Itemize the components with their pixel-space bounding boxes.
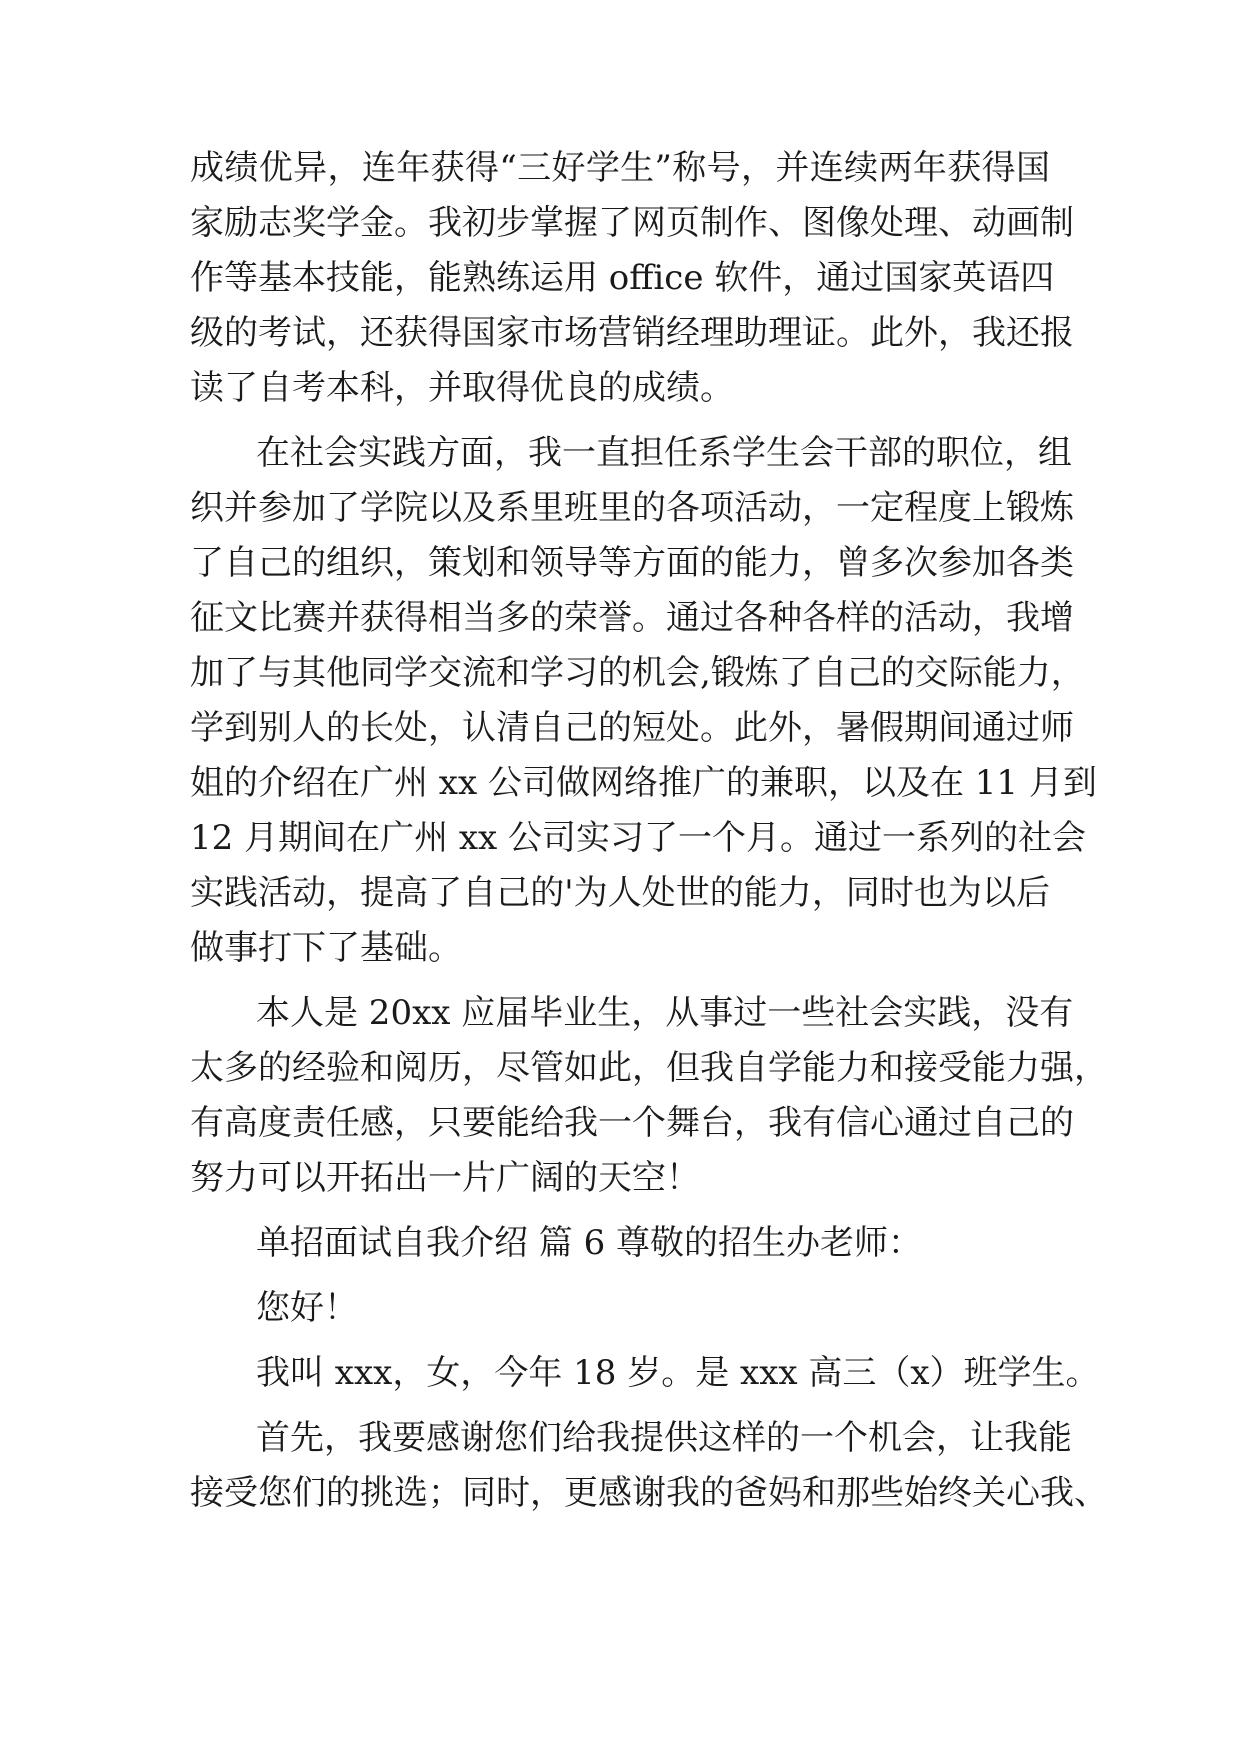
text-line: 我叫 xxx，女，今年 18 岁。是 xxx 高三（x）班学生。 <box>256 1353 1100 1393</box>
text-line: 接受您们的挑选；同时，更感谢我的爸妈和那些始终关心我、 <box>190 1473 1108 1513</box>
text-line: 实践活动，提高了自己的'为人处世的能力，同时也为以后 <box>190 873 1050 913</box>
section-heading: 单招面试自我介绍 篇 6 尊敬的招生办老师： <box>256 1223 923 1263</box>
text-line: 加了与其他同学交流和学习的机会,锻炼了自己的交际能力， <box>190 653 1085 693</box>
text-line: 太多的经验和阅历，尽管如此，但我自学能力和接受能力强， <box>190 1048 1108 1088</box>
text-line: 级的考试，还获得国家市场营销经理助理证。此外，我还报 <box>190 313 1074 353</box>
text-line: 做事打下了基础。 <box>190 928 462 968</box>
text-line: 姐的介绍在广州 xx 公司做网络推广的兼职，以及在 11 月到 <box>190 763 1097 803</box>
text-line: 学到别人的长处，认清自己的短处。此外，暑假期间通过师 <box>190 708 1074 748</box>
text-line: 成绩优异，连年获得“三好学生”称号，并连续两年获得国 <box>190 148 1050 188</box>
text-line: 努力可以开拓出一片广阔的天空！ <box>190 1158 700 1198</box>
text-line: 家励志奖学金。我初步掌握了网页制作、图像处理、动画制 <box>190 203 1074 243</box>
text-line: 读了自考本科，并取得优良的成绩。 <box>190 368 734 408</box>
paragraph-first-line: 首先，我要感谢您们给我提供这样的一个机会，让我能 <box>256 1418 1072 1458</box>
text-line: 作等基本技能，能熟练运用 office 软件，通过国家英语四 <box>190 258 1055 298</box>
text-line: 征文比赛并获得相当多的荣誉。通过各种各样的活动，我增 <box>190 598 1074 638</box>
text-line: 织并参加了学院以及系里班里的各项活动，一定程度上锻炼 <box>190 488 1074 528</box>
greeting: 您好！ <box>256 1288 358 1328</box>
text-line: 了自己的组织，策划和领导等方面的能力，曾多次参加各类 <box>190 543 1074 583</box>
paragraph-first-line: 本人是 20xx 应届毕业生，从事过一些社会实践，没有 <box>256 993 1074 1033</box>
paragraph-first-line: 在社会实践方面，我一直担任系学生会干部的职位，组 <box>256 433 1072 473</box>
text-line: 有高度责任感，只要能给我一个舞台，我有信心通过自己的 <box>190 1103 1074 1143</box>
text-line: 12 月期间在广州 xx 公司实习了一个月。通过一系列的社会 <box>190 818 1087 858</box>
